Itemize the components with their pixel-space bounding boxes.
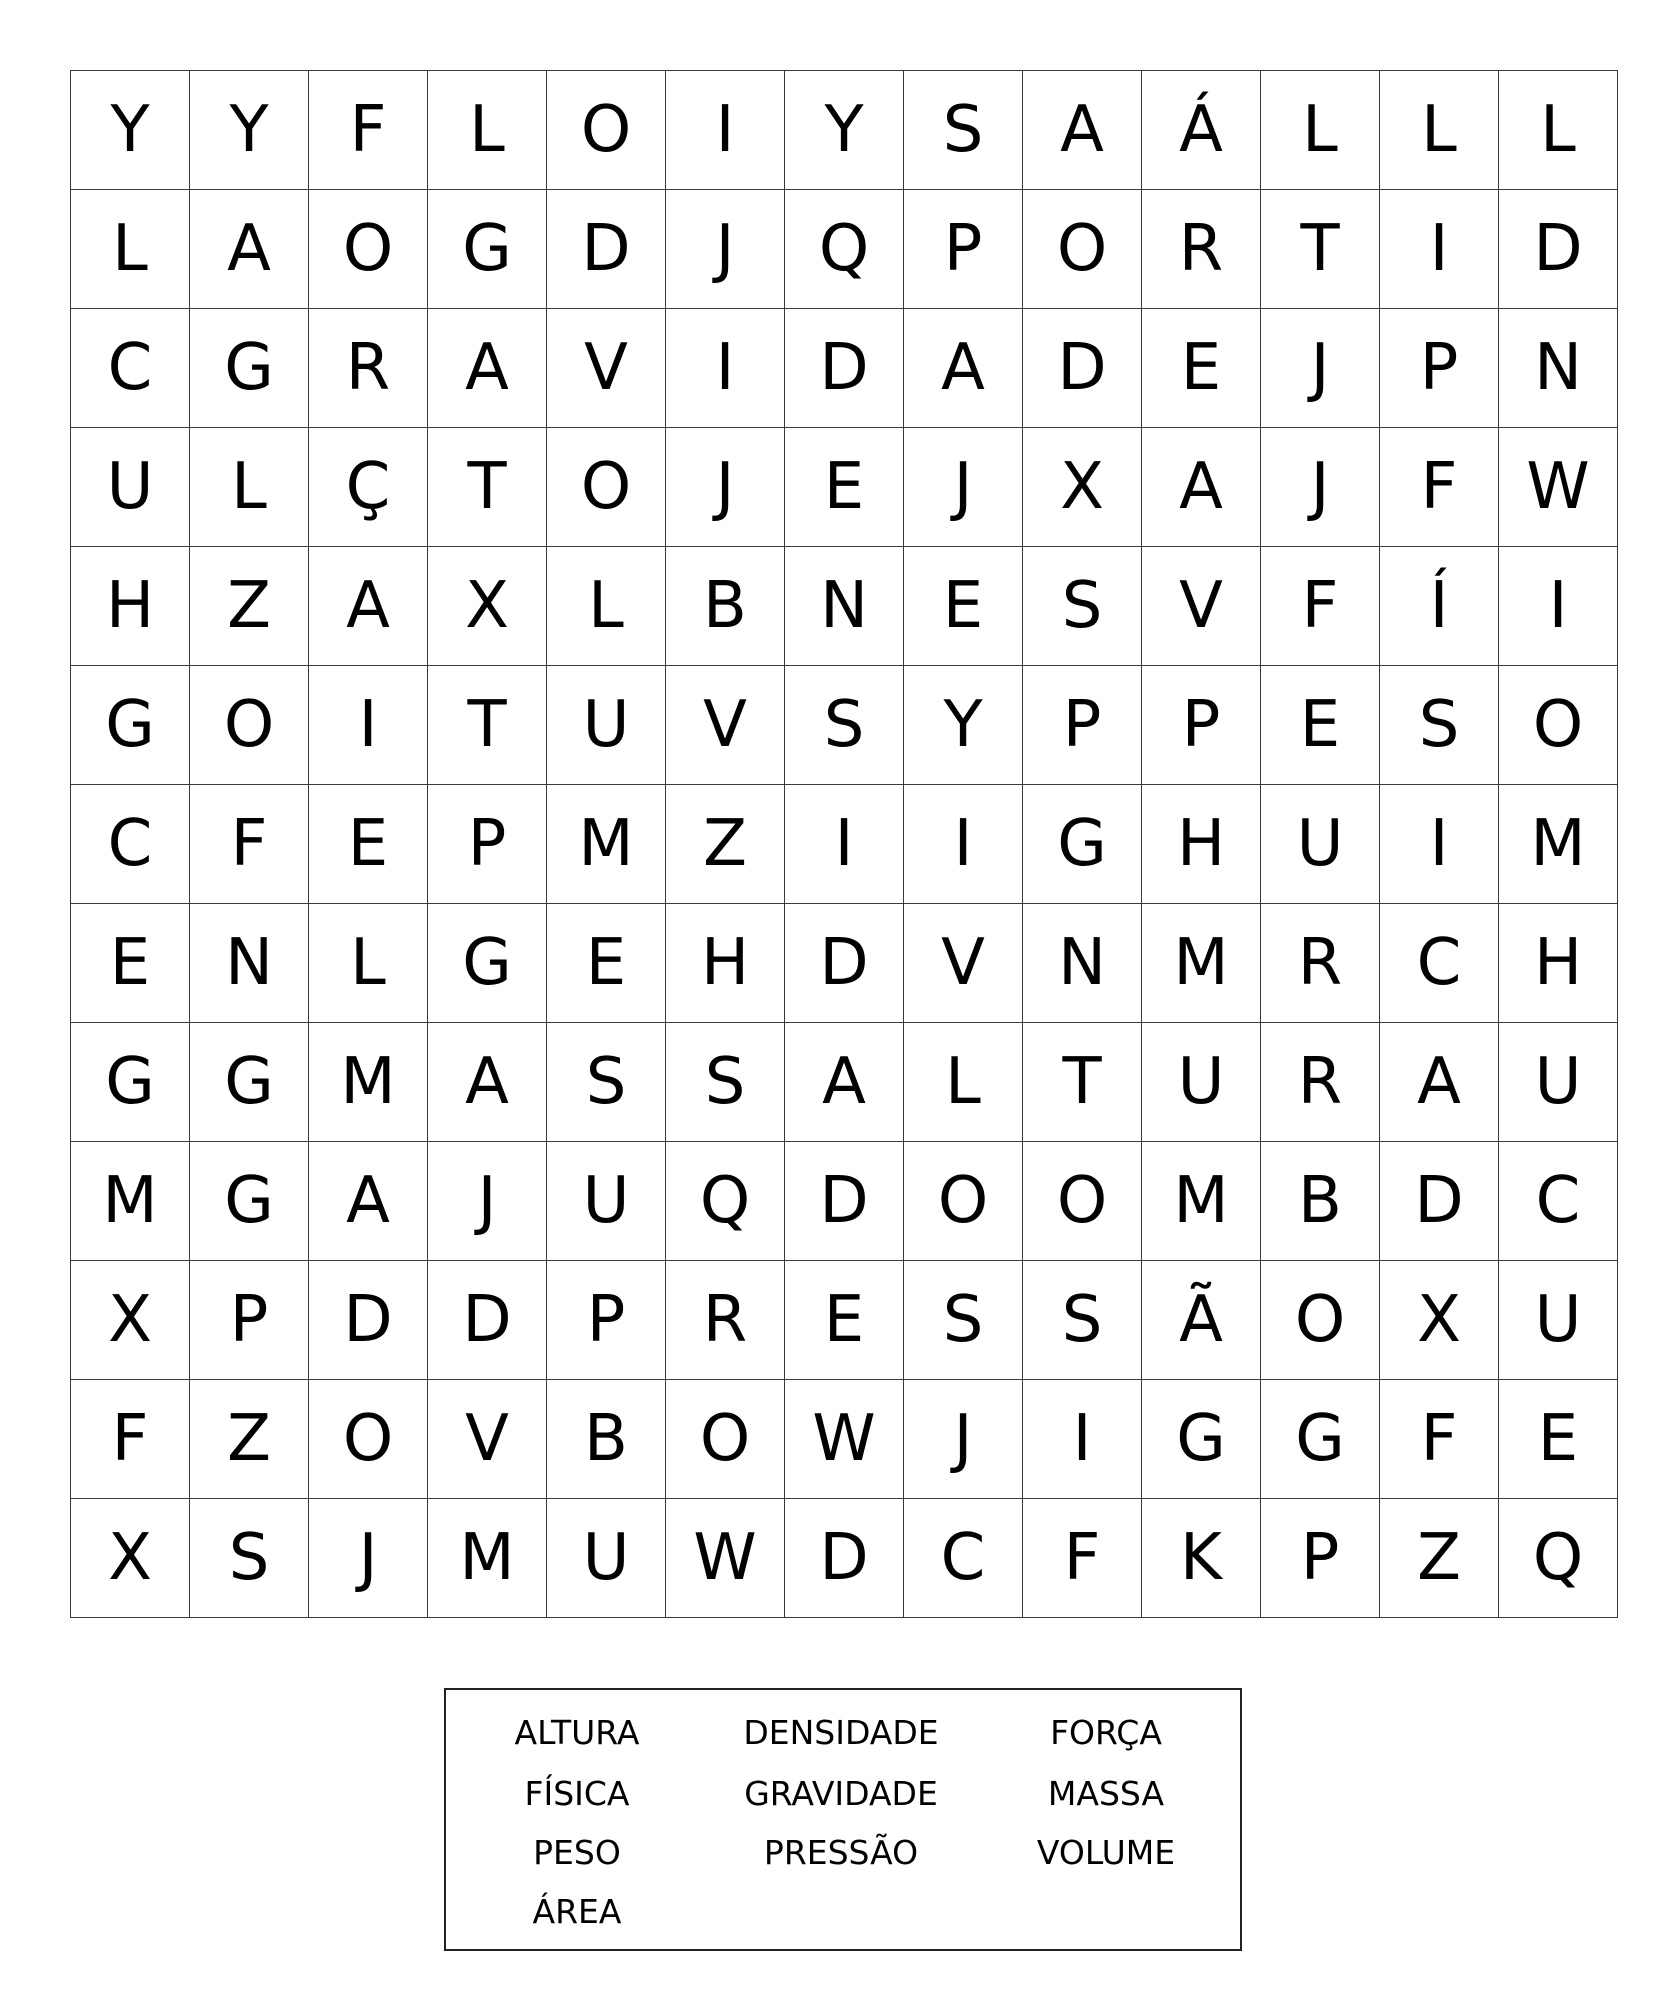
- grid-cell[interactable]: A: [428, 309, 547, 428]
- grid-cell[interactable]: M: [547, 785, 666, 904]
- grid-cell[interactable]: L: [1261, 71, 1380, 190]
- grid-cell[interactable]: P: [1142, 666, 1261, 785]
- grid-cell[interactable]: Z: [190, 547, 309, 666]
- grid-cell[interactable]: T: [1023, 1023, 1142, 1142]
- word-list-item: GRAVIDADE: [744, 1774, 938, 1813]
- grid-cell[interactable]: Á: [1142, 71, 1261, 190]
- grid-cell[interactable]: I: [666, 309, 785, 428]
- grid-cell[interactable]: D: [1380, 1142, 1499, 1261]
- grid-cell[interactable]: V: [547, 309, 666, 428]
- word-list-item: PESO: [533, 1833, 621, 1872]
- grid-cell[interactable]: O: [1499, 666, 1618, 785]
- grid-cell[interactable]: R: [1142, 190, 1261, 309]
- grid-cell[interactable]: N: [1023, 904, 1142, 1023]
- grid-cell[interactable]: F: [309, 71, 428, 190]
- grid-cell[interactable]: S: [666, 1023, 785, 1142]
- grid-cell[interactable]: Y: [190, 71, 309, 190]
- grid-cell[interactable]: I: [1499, 547, 1618, 666]
- grid-cell[interactable]: E: [1261, 666, 1380, 785]
- grid-cell[interactable]: A: [785, 1023, 904, 1142]
- grid-cell[interactable]: P: [1380, 309, 1499, 428]
- grid-cell[interactable]: I: [309, 666, 428, 785]
- grid-cell[interactable]: M: [1142, 1142, 1261, 1261]
- grid-cell[interactable]: I: [904, 785, 1023, 904]
- grid-cell[interactable]: C: [1380, 904, 1499, 1023]
- grid-cell[interactable]: F: [190, 785, 309, 904]
- grid-cell[interactable]: X: [71, 1261, 190, 1380]
- grid-cell[interactable]: D: [785, 1142, 904, 1261]
- grid-cell[interactable]: O: [904, 1142, 1023, 1261]
- grid-cell[interactable]: A: [309, 1142, 428, 1261]
- grid-cell[interactable]: M: [71, 1142, 190, 1261]
- grid-cell[interactable]: A: [190, 190, 309, 309]
- grid-cell[interactable]: L: [71, 190, 190, 309]
- grid-cell[interactable]: Q: [666, 1142, 785, 1261]
- grid-cell[interactable]: P: [1261, 1499, 1380, 1618]
- grid-cell[interactable]: A: [1142, 428, 1261, 547]
- word-search-grid: [70, 70, 1618, 1618]
- grid-cell[interactable]: J: [1261, 309, 1380, 428]
- grid-cell[interactable]: R: [1261, 904, 1380, 1023]
- grid-cell[interactable]: U: [71, 428, 190, 547]
- grid-cell[interactable]: J: [428, 1142, 547, 1261]
- grid-cell[interactable]: F: [1261, 547, 1380, 666]
- grid-cell[interactable]: O: [1023, 190, 1142, 309]
- grid-cell[interactable]: N: [190, 904, 309, 1023]
- grid-cell[interactable]: Ç: [309, 428, 428, 547]
- word-list-item: ALTURA: [514, 1713, 640, 1752]
- grid-cell[interactable]: Y: [904, 666, 1023, 785]
- grid-cell[interactable]: I: [1023, 1380, 1142, 1499]
- grid-cell[interactable]: J: [666, 190, 785, 309]
- grid-cell[interactable]: V: [428, 1380, 547, 1499]
- grid-cell[interactable]: E: [309, 785, 428, 904]
- grid-cell[interactable]: E: [785, 428, 904, 547]
- grid-cell[interactable]: S: [1380, 666, 1499, 785]
- grid-cell[interactable]: A: [904, 309, 1023, 428]
- grid-cell[interactable]: Y: [785, 71, 904, 190]
- grid-cell[interactable]: Z: [666, 785, 785, 904]
- grid-cell[interactable]: D: [785, 309, 904, 428]
- grid-cell[interactable]: N: [1499, 309, 1618, 428]
- grid-cell[interactable]: H: [71, 547, 190, 666]
- grid-cell[interactable]: C: [71, 309, 190, 428]
- grid-cell[interactable]: J: [904, 428, 1023, 547]
- grid-cell[interactable]: C: [1499, 1142, 1618, 1261]
- grid-cell[interactable]: U: [1142, 1023, 1261, 1142]
- grid-cell[interactable]: X: [1380, 1261, 1499, 1380]
- grid-cell[interactable]: G: [1023, 785, 1142, 904]
- grid-cell[interactable]: I: [666, 71, 785, 190]
- grid-cell[interactable]: D: [1023, 309, 1142, 428]
- grid-cell[interactable]: T: [428, 666, 547, 785]
- grid-cell[interactable]: O: [1023, 1142, 1142, 1261]
- grid-cell[interactable]: J: [309, 1499, 428, 1618]
- grid-cell[interactable]: J: [666, 428, 785, 547]
- grid-cell[interactable]: F: [1023, 1499, 1142, 1618]
- grid-cell[interactable]: Q: [1499, 1499, 1618, 1618]
- grid-cell[interactable]: G: [190, 1023, 309, 1142]
- grid-cell[interactable]: E: [1142, 309, 1261, 428]
- grid-cell[interactable]: G: [428, 904, 547, 1023]
- grid-cell[interactable]: O: [547, 428, 666, 547]
- grid-cell[interactable]: X: [428, 547, 547, 666]
- grid-cell[interactable]: O: [309, 190, 428, 309]
- grid-cell[interactable]: G: [428, 190, 547, 309]
- grid-cell[interactable]: U: [1499, 1023, 1618, 1142]
- grid-cell[interactable]: C: [904, 1499, 1023, 1618]
- grid-cell[interactable]: M: [1499, 785, 1618, 904]
- grid-cell[interactable]: T: [1261, 190, 1380, 309]
- grid-cell[interactable]: E: [785, 1261, 904, 1380]
- grid-cell[interactable]: U: [1261, 785, 1380, 904]
- grid-cell[interactable]: T: [428, 428, 547, 547]
- word-list-item: FÍSICA: [524, 1774, 630, 1813]
- grid-cell[interactable]: O: [309, 1380, 428, 1499]
- grid-cell[interactable]: G: [71, 1023, 190, 1142]
- grid-cell[interactable]: S: [190, 1499, 309, 1618]
- grid-cell[interactable]: S: [785, 666, 904, 785]
- grid-cell[interactable]: K: [1142, 1499, 1261, 1618]
- grid-cell[interactable]: S: [547, 1023, 666, 1142]
- word-list-box: [444, 1688, 1242, 1951]
- grid-cell[interactable]: P: [547, 1261, 666, 1380]
- grid-cell[interactable]: D: [309, 1261, 428, 1380]
- grid-cell[interactable]: G: [71, 666, 190, 785]
- word-list-item: ÁREA: [532, 1892, 622, 1931]
- grid-cell[interactable]: R: [309, 309, 428, 428]
- grid-cell[interactable]: P: [1023, 666, 1142, 785]
- grid-cell[interactable]: R: [666, 1261, 785, 1380]
- grid-cell[interactable]: E: [1499, 1380, 1618, 1499]
- grid-cell[interactable]: L: [309, 904, 428, 1023]
- grid-cell[interactable]: L: [1380, 71, 1499, 190]
- grid-cell[interactable]: G: [1261, 1380, 1380, 1499]
- grid-cell[interactable]: O: [190, 666, 309, 785]
- grid-cell[interactable]: D: [547, 190, 666, 309]
- grid-cell[interactable]: Z: [190, 1380, 309, 1499]
- grid-cell[interactable]: B: [666, 547, 785, 666]
- grid-cell[interactable]: J: [1261, 428, 1380, 547]
- grid-cell[interactable]: U: [547, 1142, 666, 1261]
- grid-cell[interactable]: N: [785, 547, 904, 666]
- grid-cell[interactable]: I: [785, 785, 904, 904]
- grid-cell[interactable]: J: [904, 1380, 1023, 1499]
- word-list-item: DENSIDADE: [743, 1713, 939, 1752]
- grid-cell[interactable]: P: [904, 190, 1023, 309]
- grid-cell[interactable]: G: [1142, 1380, 1261, 1499]
- grid-cell[interactable]: I: [1380, 785, 1499, 904]
- grid-cell[interactable]: W: [1499, 428, 1618, 547]
- grid-cell[interactable]: Q: [785, 190, 904, 309]
- grid-cell[interactable]: Í: [1380, 547, 1499, 666]
- grid-cell[interactable]: P: [428, 785, 547, 904]
- grid-cell[interactable]: A: [1380, 1023, 1499, 1142]
- grid-cell[interactable]: F: [71, 1380, 190, 1499]
- grid-cell[interactable]: M: [1142, 904, 1261, 1023]
- grid-cell[interactable]: P: [190, 1261, 309, 1380]
- grid-cell[interactable]: C: [71, 785, 190, 904]
- grid-cell[interactable]: E: [71, 904, 190, 1023]
- word-list-item: VOLUME: [1036, 1833, 1176, 1872]
- grid-cell[interactable]: F: [1380, 428, 1499, 547]
- grid-cell[interactable]: O: [1261, 1261, 1380, 1380]
- grid-cell[interactable]: S: [1023, 1261, 1142, 1380]
- grid-cell[interactable]: H: [1499, 904, 1618, 1023]
- grid-cell[interactable]: S: [904, 71, 1023, 190]
- grid-cell[interactable]: W: [785, 1380, 904, 1499]
- grid-cell[interactable]: Y: [71, 71, 190, 190]
- grid-cell[interactable]: X: [71, 1499, 190, 1618]
- grid-cell[interactable]: U: [547, 666, 666, 785]
- grid-cell[interactable]: M: [428, 1499, 547, 1618]
- grid-cell[interactable]: O: [666, 1380, 785, 1499]
- grid-cell[interactable]: V: [1142, 547, 1261, 666]
- grid-cell[interactable]: X: [1023, 428, 1142, 547]
- grid-cell[interactable]: B: [1261, 1142, 1380, 1261]
- grid-cell[interactable]: H: [1142, 785, 1261, 904]
- grid-cell[interactable]: H: [666, 904, 785, 1023]
- grid-cell[interactable]: D: [785, 904, 904, 1023]
- grid-cell[interactable]: Ã: [1142, 1261, 1261, 1380]
- grid-cell[interactable]: Z: [1380, 1499, 1499, 1618]
- grid-cell[interactable]: V: [666, 666, 785, 785]
- grid-cell[interactable]: D: [1499, 190, 1618, 309]
- grid-cell[interactable]: L: [1499, 71, 1618, 190]
- grid-cell[interactable]: A: [309, 547, 428, 666]
- grid-cell[interactable]: L: [547, 547, 666, 666]
- grid-cell[interactable]: W: [666, 1499, 785, 1618]
- grid-cell[interactable]: L: [428, 71, 547, 190]
- grid-cell[interactable]: D: [428, 1261, 547, 1380]
- grid-cell[interactable]: M: [309, 1023, 428, 1142]
- grid-cell[interactable]: U: [1499, 1261, 1618, 1380]
- grid-cell[interactable]: D: [785, 1499, 904, 1618]
- grid-cell[interactable]: O: [547, 71, 666, 190]
- grid-cell[interactable]: A: [1023, 71, 1142, 190]
- grid-cell[interactable]: B: [547, 1380, 666, 1499]
- word-list-item: FORÇA: [1050, 1713, 1162, 1752]
- word-list-item: MASSA: [1047, 1774, 1165, 1813]
- grid-cell[interactable]: L: [190, 428, 309, 547]
- grid-cell[interactable]: I: [1380, 190, 1499, 309]
- word-list-item: PRESSÃO: [763, 1833, 919, 1872]
- grid-cell[interactable]: F: [1380, 1380, 1499, 1499]
- grid-cell[interactable]: G: [190, 309, 309, 428]
- grid-cell[interactable]: E: [904, 547, 1023, 666]
- grid-cell[interactable]: A: [428, 1023, 547, 1142]
- grid-cell[interactable]: V: [904, 904, 1023, 1023]
- grid-cell[interactable]: S: [904, 1261, 1023, 1380]
- grid-cell[interactable]: U: [547, 1499, 666, 1618]
- grid-cell[interactable]: G: [190, 1142, 309, 1261]
- grid-cell[interactable]: R: [1261, 1023, 1380, 1142]
- grid-cell[interactable]: E: [547, 904, 666, 1023]
- grid-cell[interactable]: S: [1023, 547, 1142, 666]
- grid-cell[interactable]: L: [904, 1023, 1023, 1142]
